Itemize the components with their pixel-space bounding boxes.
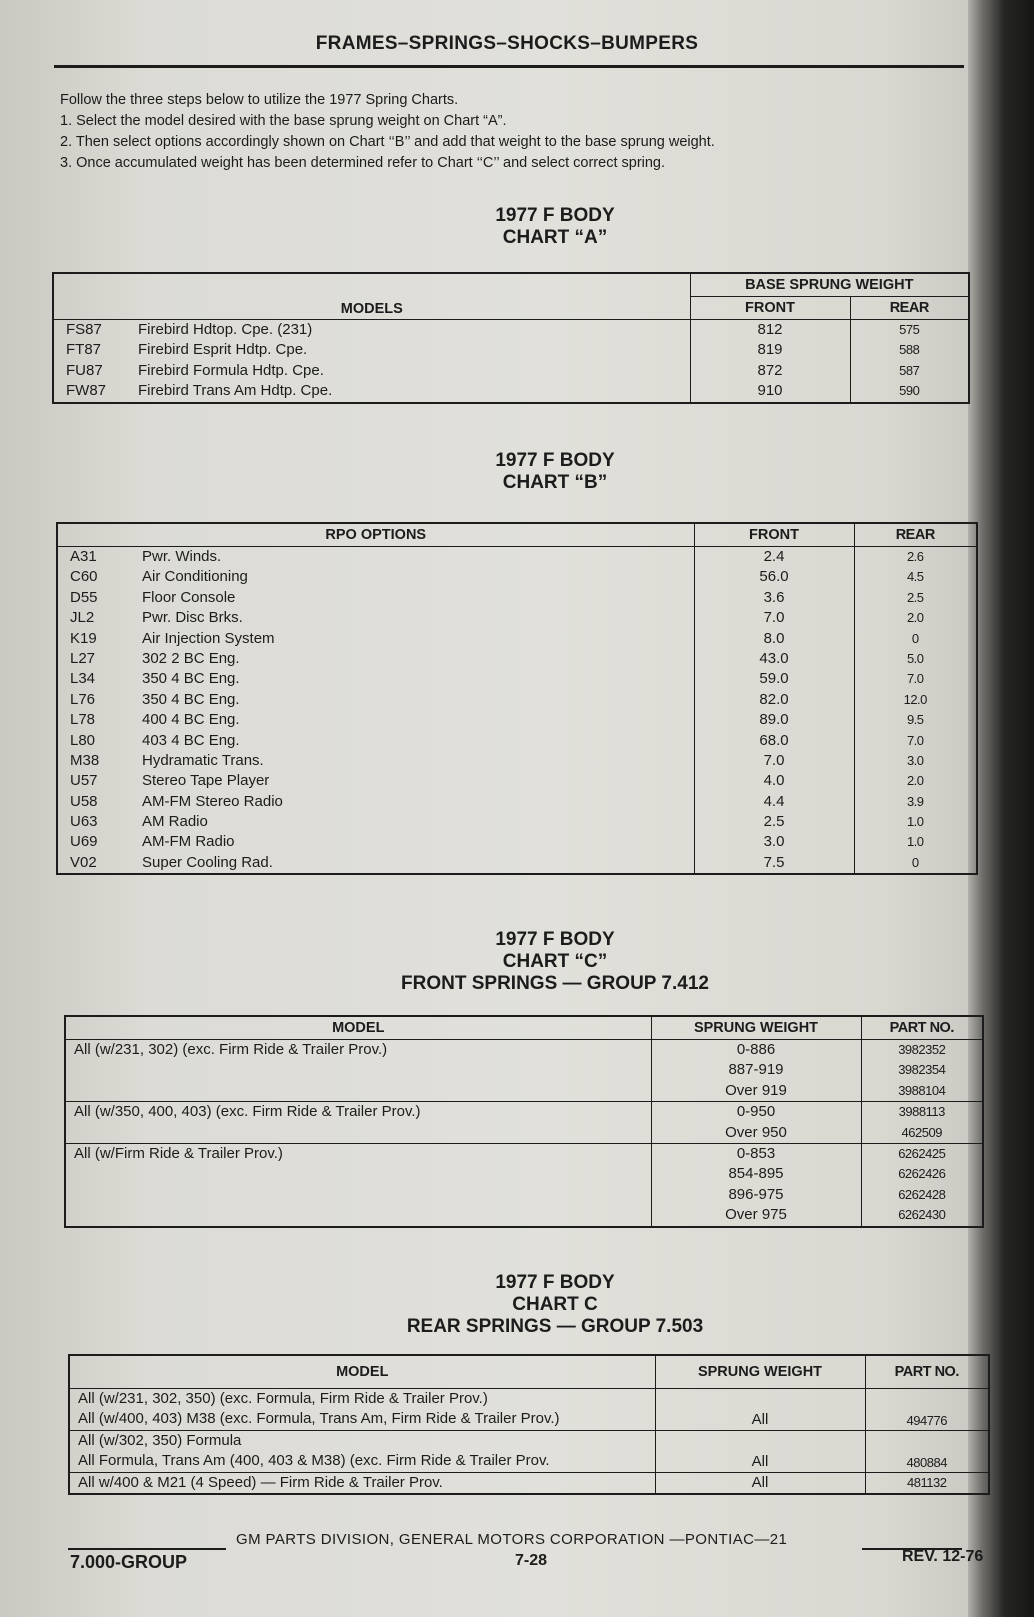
chart-c-front-model-header: MODEL [65, 1016, 651, 1040]
rear-weight: 588 [899, 342, 920, 358]
instruction-step-3: 3. Once accumulated weight has been determined refer to Chart ‘‘C’’ and select correct spring. [60, 155, 666, 171]
rpo-code: V02 [70, 853, 97, 871]
front-weight: 4.0 [763, 772, 785, 790]
model-code: FU87 [66, 361, 103, 379]
table-row [65, 1143, 983, 1226]
option-name: 400 4 BC Eng. [142, 711, 240, 729]
weight-cell [651, 1143, 861, 1226]
instruction-intro: Follow the three steps below to utilize the 1977 Spring Charts. [60, 92, 459, 108]
page-header: FRAMES–SPRINGS–SHOCKS–BUMPERS [315, 33, 699, 54]
rear-weight: 5.0 [906, 650, 924, 666]
model-cell [65, 1040, 651, 1102]
option-name: Pwr. Winds. [142, 548, 222, 565]
front-weight: 3.6 [763, 588, 785, 606]
rpo-code: U57 [70, 772, 98, 790]
rear-weight: 2.6 [906, 549, 924, 564]
chart-a-front-header: FRONT [690, 297, 850, 320]
part-number: 462509 [901, 1124, 942, 1140]
rpo-code: A31 [70, 548, 97, 565]
rear-weight: 7.0 [906, 732, 924, 748]
part-number: 3988104 [898, 1082, 946, 1098]
rear-weight: 3.9 [906, 793, 924, 809]
chart-a-rear-header: REAR [850, 297, 969, 320]
model-code: FS87 [66, 321, 102, 338]
front-weight: 872 [757, 361, 783, 379]
rpo-code: U69 [70, 833, 98, 851]
chart-b-front-header: FRONT [694, 523, 854, 547]
rpo-code: C60 [70, 568, 98, 586]
chart-c-rear-model-header: MODEL [69, 1355, 655, 1389]
chart-a-codes [54, 320, 138, 402]
rear-weight: 3.0 [906, 752, 924, 768]
chart-b-front-values [694, 547, 854, 875]
chart-c-front-weight-header: SPRUNG WEIGHT [651, 1016, 861, 1040]
model-name: Firebird Formula Hdtp. Cpe. [138, 361, 324, 379]
rear-weight: 2.0 [906, 773, 924, 789]
rpo-code: U63 [70, 813, 98, 831]
model-text: All w/400 & M21 (4 Speed) — Firm Ride & Trailer Prov. [78, 1473, 443, 1491]
footer-rule-left [68, 1548, 226, 1550]
model-cell [65, 1143, 651, 1226]
instruction-step-1: 1. Select the model desired with the base sprung weight on Chart “A”. [60, 113, 507, 129]
chart-b-title [410, 450, 700, 494]
rear-weight: 0 [911, 630, 919, 646]
part-cell [861, 1040, 983, 1102]
part-cell [861, 1143, 983, 1226]
option-name: AM Radio [142, 813, 208, 831]
model-text: All (w/231, 302, 350) (exc. Formula, Firm Ride & Trailer Prov.) [78, 1390, 488, 1407]
front-weight: 68.0 [759, 731, 789, 749]
weight-range: 0-886 [736, 1041, 776, 1058]
front-weight: 3.0 [763, 833, 785, 851]
model-text: All (w/400, 403) M38 (exc. Formula, Trans Am, Firm Ride & Trailer Prov.) [78, 1410, 560, 1428]
chart-a-table [52, 272, 970, 404]
front-weight: 7.5 [763, 853, 785, 871]
front-weight: 7.0 [763, 751, 785, 769]
footer-group: 7.000-GROUP [70, 1552, 188, 1572]
chart-c-rear-title [330, 1272, 780, 1338]
chart-c-front-title-line1: 1977 F BODY [495, 929, 615, 950]
option-name: 302 2 BC Eng. [142, 649, 240, 667]
weight-range: 854-895 [728, 1165, 784, 1183]
option-name: Floor Console [142, 588, 236, 606]
rear-weight: 7.0 [906, 671, 924, 687]
instructions [60, 90, 715, 174]
model-cell [69, 1430, 655, 1472]
rpo-code: L27 [70, 649, 96, 667]
chart-a-names [138, 320, 332, 402]
weight-range: 0-853 [736, 1144, 776, 1162]
table-row [69, 1389, 989, 1431]
rpo-code: L76 [70, 690, 96, 708]
rear-weight: 1.0 [906, 814, 924, 830]
part-number: 3988113 [898, 1104, 945, 1120]
weight-range: 887-919 [728, 1061, 784, 1079]
model-name: Firebird Hdtop. Cpe. (231) [138, 321, 313, 338]
part-number: 494776 [865, 1389, 989, 1431]
rear-weight: 1.0 [906, 834, 924, 850]
part-number: 481132 [865, 1472, 989, 1494]
chart-a-models-cell [53, 320, 690, 403]
front-weight: 812 [757, 321, 783, 338]
part-cell [861, 1102, 983, 1144]
model-code: FW87 [66, 382, 107, 400]
chart-a-title [410, 205, 700, 249]
rear-weight: 2.0 [906, 610, 924, 626]
part-number: 6262425 [898, 1145, 946, 1161]
chart-b-rear-values [854, 547, 977, 875]
rear-weight: 0 [911, 854, 919, 870]
chart-c-rear-title-line1: 1977 F BODY [495, 1272, 615, 1293]
chart-a-title-line2: CHART “A” [502, 227, 608, 248]
front-weight: 82.0 [759, 690, 789, 708]
chart-c-front-title [330, 929, 780, 995]
weight-value: All [655, 1472, 865, 1494]
table-row [69, 1472, 989, 1494]
rpo-code: M38 [70, 751, 100, 769]
front-weight: 2.4 [763, 548, 785, 565]
chart-b-rear-header: REAR [854, 523, 977, 547]
part-number: 6262426 [898, 1166, 946, 1182]
model-code: FT87 [66, 341, 102, 359]
model-text: All (w/Firm Ride & Trailer Prov.) [74, 1144, 283, 1162]
weight-range: Over 950 [725, 1123, 787, 1141]
chart-a-title-line1: 1977 F BODY [495, 205, 615, 226]
rear-weight: 590 [899, 383, 920, 399]
rear-weight: 587 [899, 362, 920, 378]
model-text: All Formula, Trans Am (400, 403 & M38) (exc. Firm Ride & Trailer Prov. [78, 1452, 550, 1470]
rear-weight: 12.0 [903, 691, 927, 707]
header-rule [54, 65, 964, 68]
front-weight: 4.4 [763, 792, 785, 810]
chart-a-front-values [690, 320, 850, 403]
front-weight: 8.0 [763, 629, 785, 647]
rear-weight: 2.5 [906, 589, 924, 605]
chart-c-rear-title-line3: REAR SPRINGS — GROUP 7.503 [406, 1316, 704, 1337]
weight-cell [651, 1040, 861, 1102]
chart-b-title-line1: 1977 F BODY [495, 450, 615, 471]
chart-b-codes [58, 547, 142, 873]
front-weight: 910 [757, 382, 783, 400]
chart-c-front-title-line2: CHART “C” [502, 951, 608, 972]
front-weight: 2.5 [763, 813, 785, 831]
part-number: 6262430 [898, 1207, 946, 1223]
chart-b-table [56, 522, 978, 875]
option-name: Super Cooling Rad. [142, 853, 273, 871]
chart-c-rear-table [68, 1354, 990, 1495]
front-weight: 43.0 [759, 649, 789, 667]
option-name: AM-FM Stereo Radio [142, 792, 283, 810]
weight-range: 896-975 [728, 1185, 784, 1203]
rpo-code: U58 [70, 792, 98, 810]
model-text: All (w/350, 400, 403) (exc. Firm Ride & Trailer Prov.) [74, 1103, 421, 1121]
chart-a-rear-values [850, 320, 969, 403]
part-number: 3982354 [898, 1062, 946, 1078]
rpo-code: L78 [70, 711, 96, 729]
model-name: Firebird Esprit Hdtp. Cpe. [138, 341, 308, 359]
instruction-step-2: 2. Then select options accordingly shown on Chart ‘‘B’’ and add that weight to the base sprung weight. [60, 134, 715, 150]
rpo-code: D55 [70, 588, 98, 606]
table-row [65, 1102, 983, 1144]
chart-a-base-weight-header: BASE SPRUNG WEIGHT [690, 273, 969, 297]
model-text: All (w/231, 302) (exc. Firm Ride & Trailer Prov.) [74, 1041, 388, 1058]
model-name: Firebird Trans Am Hdtp. Cpe. [138, 382, 333, 400]
option-name: 350 4 BC Eng. [142, 690, 240, 708]
chart-c-rear-weight-header: SPRUNG WEIGHT [655, 1355, 865, 1389]
option-name: Stereo Tape Player [142, 772, 270, 790]
part-number: 6262428 [898, 1186, 946, 1202]
weight-range: Over 919 [725, 1081, 787, 1099]
rear-weight: 575 [899, 322, 920, 337]
option-name: Air Conditioning [142, 568, 248, 586]
part-number: 480884 [865, 1430, 989, 1472]
chart-b-options-header: RPO OPTIONS [57, 523, 694, 547]
option-name: AM-FM Radio [142, 833, 235, 851]
weight-value: All [655, 1389, 865, 1431]
chart-b-options-cell [57, 547, 694, 875]
chart-c-front-title-line3: FRONT SPRINGS — GROUP 7.412 [401, 973, 709, 994]
footer-page-number: 7-28 [515, 1552, 548, 1569]
footer-revision: REV. 12-76 [902, 1548, 984, 1565]
option-name: 403 4 BC Eng. [142, 731, 240, 749]
chart-b-title-line2: CHART “B” [502, 472, 608, 493]
chart-c-front-table [64, 1015, 984, 1228]
option-name: Hydramatic Trans. [142, 751, 264, 769]
chart-c-front-part-header: PART NO. [861, 1016, 983, 1040]
chart-c-rear-title-line2: CHART C [512, 1294, 598, 1315]
weight-range: Over 975 [725, 1206, 787, 1224]
model-cell [65, 1102, 651, 1144]
chart-b-names [142, 547, 283, 873]
rear-weight: 4.5 [906, 569, 924, 585]
front-weight: 819 [757, 341, 783, 359]
option-name: Pwr. Disc Brks. [142, 609, 243, 627]
footer-publisher: GM PARTS DIVISION, GENERAL MOTORS CORPORATION —PONTIAC—21 [236, 1531, 788, 1548]
rpo-code: K19 [70, 629, 97, 647]
model-cell [69, 1472, 655, 1494]
front-weight: 59.0 [759, 670, 789, 688]
weight-range: 0-950 [736, 1103, 776, 1121]
chart-c-rear-part-header: PART NO. [865, 1355, 989, 1389]
model-cell [69, 1389, 655, 1431]
part-number: 3982352 [898, 1042, 946, 1057]
front-weight: 7.0 [763, 609, 785, 627]
weight-value: All [655, 1430, 865, 1472]
table-row [65, 1040, 983, 1102]
front-weight: 56.0 [759, 568, 789, 586]
option-name: 350 4 BC Eng. [142, 670, 240, 688]
rpo-code: JL2 [70, 609, 95, 627]
rpo-code: L34 [70, 670, 96, 688]
weight-cell [651, 1102, 861, 1144]
model-text: All (w/302, 350) Formula [78, 1431, 242, 1449]
chart-a-models-header: MODELS [53, 273, 690, 320]
rpo-code: L80 [70, 731, 96, 749]
front-weight: 89.0 [759, 711, 789, 729]
table-row [69, 1430, 989, 1472]
rear-weight: 9.5 [906, 712, 924, 728]
option-name: Air Injection System [142, 629, 275, 647]
